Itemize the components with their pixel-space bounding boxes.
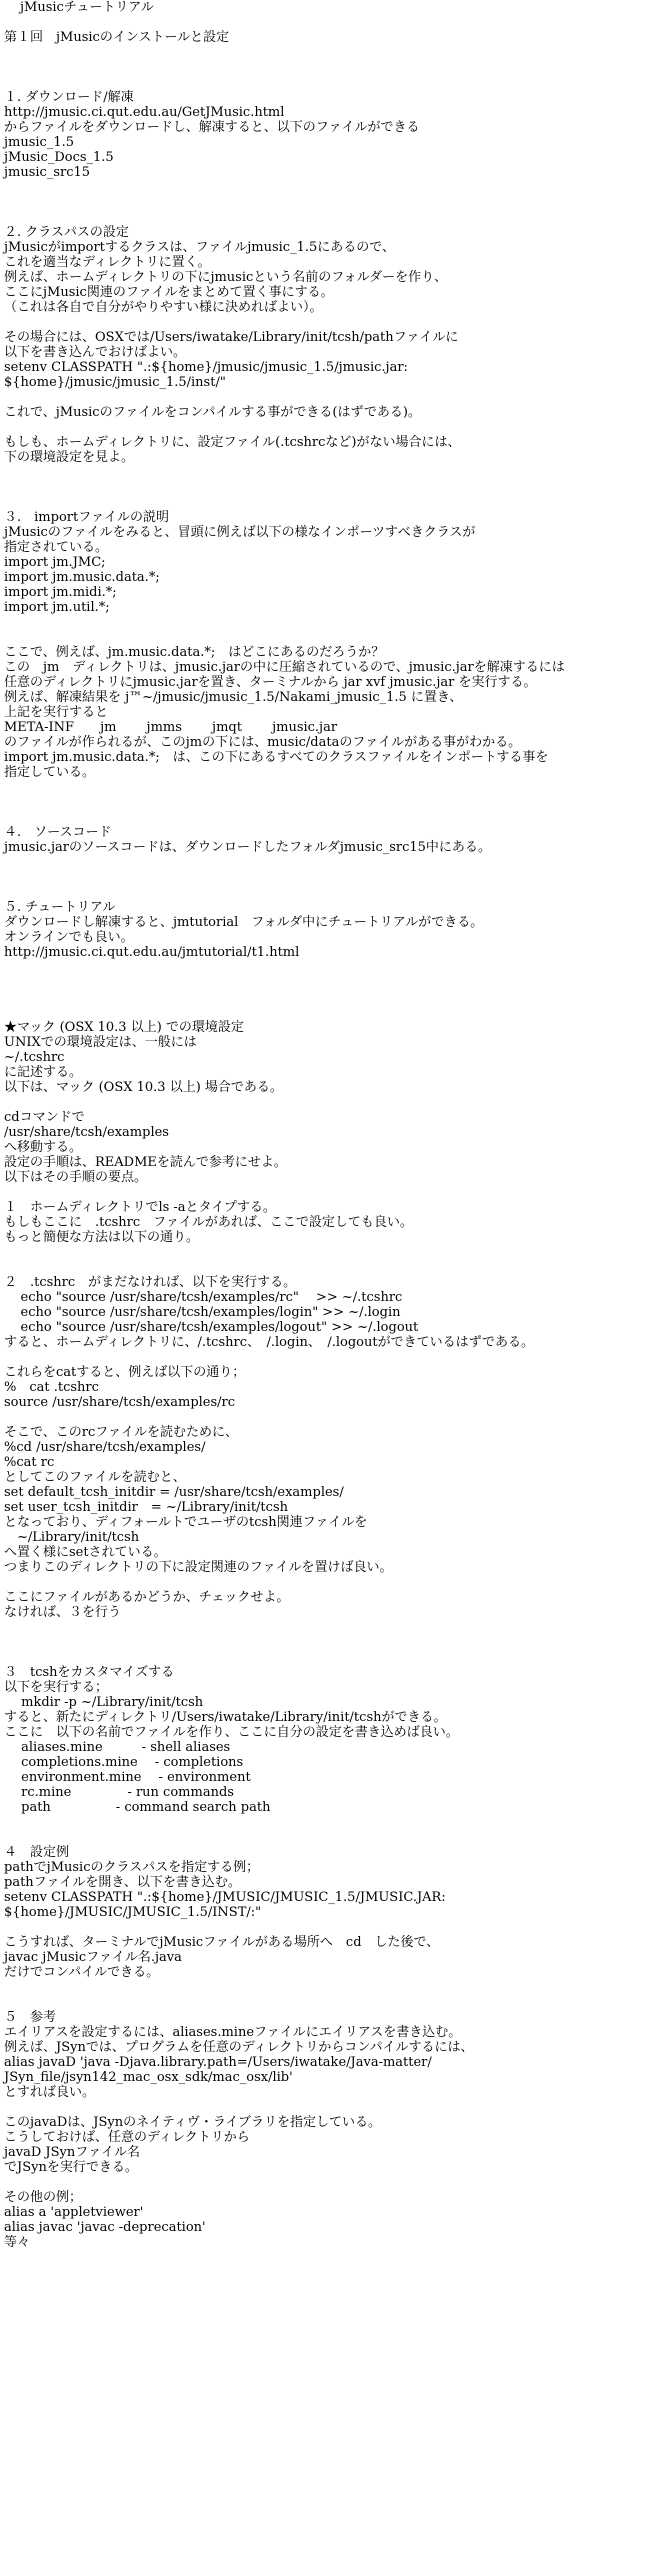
blank-line: [4, 1815, 665, 1830]
text-line: ダウンロードし解凍すると、jmtutorial フォルダ中にチュートリアルができる。: [4, 915, 484, 930]
text-line: set user_tcsh_initdir = ~/Library/init/tcsh: [4, 1500, 288, 1515]
text-line: alias javac 'javac -deprecation': [4, 2220, 206, 2235]
blank-line: [4, 1095, 665, 1110]
text-line: ここにjMusic関連のファイルをまとめて置く事にする。: [4, 285, 334, 300]
text-line: 上記を実行すると: [4, 705, 109, 720]
text-line: javac jMusicファイル名.java: [4, 1950, 182, 1965]
block-line-first: ４. ソースコード: [4, 825, 112, 840]
document-title: jMusicチュートリアル: [20, 0, 154, 15]
blank-line: [4, 780, 665, 795]
text-line: でJSynを実行できる。: [4, 2160, 138, 2175]
text-block: [4, 825, 665, 855]
block-line-first: cdコマンドで: [4, 1110, 85, 1125]
text-line: set default_tcsh_initdir = /usr/share/tcsh/examples/: [4, 1485, 344, 1500]
blank-line: [4, 1575, 665, 1590]
text-line: jmusic_src15: [4, 165, 91, 180]
blank-line: [4, 990, 665, 1005]
text-line: だけでコンパイルできる。: [4, 1965, 160, 1980]
blank-line: [4, 210, 665, 225]
text-line: へ移動する。: [4, 1140, 83, 1155]
text-line: http://jmusic.ci.qut.edu.au/GetJMusic.html: [4, 105, 285, 120]
text-line: %cd /usr/share/tcsh/examples/: [4, 1440, 206, 1455]
text-line: ~/Library/init/tcsh: [4, 1530, 140, 1545]
text-block: [4, 405, 665, 420]
text-line: jMusicのファイルをみると、冒頭に例えば以下の様なインポーツすべきクラスが: [4, 525, 476, 540]
text-line: /usr/share/tcsh/examples: [4, 1125, 169, 1140]
blank-line: [4, 1830, 665, 1845]
text-line: 指定している。: [4, 765, 96, 780]
text-block: [4, 30, 665, 45]
text-block: [4, 330, 665, 390]
text-line: 下の環境設定を見よ。: [4, 450, 135, 465]
block-line-first: これらをcatすると、例えば以下の通り；: [4, 1365, 246, 1380]
text-line: source /usr/share/tcsh/examples/rc: [4, 1395, 236, 1410]
text-block: [4, 2190, 665, 2250]
block-line-first: ３. importファイルの説明: [4, 510, 169, 525]
text-line: jMusicがimportするクラスは、ファイルjmusic_1.5にあるので、: [4, 240, 396, 255]
blank-line: [4, 420, 665, 435]
text-line: ここに 以下の名前でファイルを作り、ここに自分の設定を書き込めば良い。: [4, 1725, 459, 1740]
text-line: 以下を書き込んでおけばよい。: [4, 345, 187, 360]
block-line-first: 第１回 jMusicのインストールと設定: [4, 30, 230, 45]
blank-line: [4, 1005, 665, 1020]
blank-line: [4, 1995, 665, 2010]
text-line: となっており、ディフォールトでユーザのtcsh関連ファイルを: [4, 1515, 368, 1530]
blank-line: [4, 795, 665, 810]
blank-line: [4, 2175, 665, 2190]
text-line: もしもここに .tcshrc ファイルがあれば、ここで設定しても良い。: [4, 1215, 413, 1230]
blank-line: [4, 1635, 665, 1650]
block-line-first: もしも、ホームディレクトリに、設定ファイル(.tcshrcなど)がない場合には、: [4, 435, 461, 450]
text-block: [4, 1425, 665, 1575]
text-line: pathファイルを開き、以下を書き込む。: [4, 1875, 241, 1890]
blank-line: [4, 855, 665, 870]
text-line: import jm.JMC;: [4, 555, 106, 570]
text-line: environment.mine - environment: [4, 1770, 251, 1785]
block-line-first: こうすれば、ターミナルでjMusicファイルがある場所へ cd した後で、: [4, 1935, 440, 1950]
text-line: のファイルが作られるが、このjmの下には、music/dataのファイルがある事がわかる。: [4, 735, 522, 750]
text-line: setenv CLASSPATH ".:${home}/jmusic/jmusic_1.5/jmusic.jar:: [4, 360, 408, 375]
blank-line: [4, 15, 665, 30]
text-line: aliases.mine - shell aliases: [4, 1740, 231, 1755]
text-line: pathでjMusicのクラスパスを指定する例；: [4, 1860, 260, 1875]
text-line: オンラインでも良い。: [4, 930, 134, 945]
block-line-first: ５. チュートリアル: [4, 900, 116, 915]
text-line: とすれば良い。: [4, 2085, 96, 2100]
text-line: 以下はその手順の要点。: [4, 1170, 148, 1185]
text-line: 指定されている。: [4, 540, 109, 555]
block-line-first: そこで、このrcファイルを読むために、: [4, 1425, 238, 1440]
text-line: http://jmusic.ci.qut.edu.au/jmtutorial/t1.html: [4, 945, 300, 960]
text-line: （これは各自で自分がやりやすい様に決めればよい）。: [4, 300, 323, 315]
text-block: [4, 435, 665, 465]
block-line-first: ２. クラスパスの設定: [4, 225, 129, 240]
text-block: [4, 510, 665, 615]
text-line: echo "source /usr/share/tcsh/examples/login" >> ~/.login: [4, 1305, 401, 1320]
blank-line: [4, 1245, 665, 1260]
blank-line: [4, 870, 665, 885]
text-block: [4, 1665, 665, 1815]
text-line: としてこのファイルを読むと、: [4, 1470, 186, 1485]
blank-line: [4, 1920, 665, 1935]
block-line-first: ３ tcshをカスタマイズする: [4, 1665, 175, 1680]
text-line: import jm.util.*;: [4, 600, 110, 615]
text-line: からファイルをダウンロードし、解凍すると、以下のファイルができる: [4, 120, 420, 135]
text-block: [4, 225, 665, 315]
text-block: [4, 2115, 665, 2175]
blank-line: [4, 75, 665, 90]
text-block: [4, 1590, 665, 1620]
text-line: ${home}/JMUSIC/JMUSIC_1.5/INST/:": [4, 1905, 262, 1920]
text-line: echo "source /usr/share/tcsh/examples/rc" >> ~/.tcshrc: [4, 1290, 403, 1305]
block-line-first: １ ホームディレクトリでls -aとタイプする。: [4, 1200, 276, 1215]
blank-line: [4, 885, 665, 900]
text-block: [4, 90, 665, 180]
blank-line: [4, 2100, 665, 2115]
text-line: UNIXでの環境設定は、一般には: [4, 1035, 197, 1050]
text-line: もっと簡便な方法は以下の通り。: [4, 1230, 200, 1245]
blank-line: [4, 1410, 665, 1425]
text-line: この jm ディレクトリは、jmusic.jarの中に圧縮されているので、jmusic.jarを解凍するには: [4, 660, 565, 675]
text-line: 以下を実行する；: [4, 1680, 109, 1695]
block-line-first: ４ 設定例: [4, 1845, 70, 1860]
text-line: エイリアスを設定するには、aliases.mineファイルにエイリアスを書き込む。: [4, 2025, 462, 2040]
block-line-first: ここにファイルがあるかどうか、チェックせよ。: [4, 1590, 290, 1605]
text-line: import jm.music.data.*;: [4, 570, 160, 585]
text-line: 任意のディレクトリにjmusic.jarを置き、ターミナルから jar xvf jmusic.jar を実行する。: [4, 675, 537, 690]
text-block: [4, 1020, 665, 1095]
text-line: 等々: [4, 2235, 31, 2250]
text-line: 例えば、解凍結果を j™~/jmusic/jmusic_1.5/Nakami_jmusic_1.5 に置き、: [4, 690, 463, 705]
block-line-first: ここで、例えば、jm.music.data.*; はどこにあるのだろうか？: [4, 645, 385, 660]
blank-line: [4, 1185, 665, 1200]
block-line-first: このjavaDは、JSynのネイティヴ・ライブラリを指定している。: [4, 2115, 382, 2130]
document-sections: [4, 15, 665, 2250]
blank-line: [4, 495, 665, 510]
text-block: [4, 2010, 665, 2100]
text-line: import jm.midi.*;: [4, 585, 117, 600]
text-line: alias javaD 'java -Djava.library.path=/Users/iwatake/Java-matter/: [4, 2055, 432, 2070]
block-line-first: １. ダウンロード/解凍: [4, 90, 134, 105]
text-line: ~/.tcshrc: [4, 1050, 65, 1065]
blank-line: [4, 810, 665, 825]
text-line: % cat .tcshrc: [4, 1380, 99, 1395]
text-line: jMusic_Docs_1.5: [4, 150, 114, 165]
text-line: META-INF jm jmms jmqt jmusic.jar: [4, 720, 338, 735]
block-line-first: その他の例；: [4, 2190, 83, 2205]
blank-line: [4, 960, 665, 975]
text-block: [4, 645, 665, 780]
block-line-first: ２ .tcshrc がまだなければ、以下を実行する。: [4, 1275, 297, 1290]
blank-line: [4, 1350, 665, 1365]
blank-line: [4, 975, 665, 990]
blank-line: [4, 465, 665, 480]
text-block: [4, 1200, 665, 1245]
block-line-first: ５ 参考: [4, 2010, 57, 2025]
text-line: alias a 'appletviewer': [4, 2205, 144, 2220]
text-line: %cat rc: [4, 1455, 55, 1470]
blank-line: [4, 60, 665, 75]
text-line: import jm.music.data.*; は、この下にあるすべてのクラスファイルをインポートする事を: [4, 750, 549, 765]
blank-line: [4, 1260, 665, 1275]
text-line: ${home}/jmusic/jmusic_1.5/inst/": [4, 375, 226, 390]
blank-line: [4, 1650, 665, 1665]
text-line: javaD JSynファイル名: [4, 2145, 141, 2160]
text-line: rc.mine - run commands: [4, 1785, 234, 1800]
text-block: [4, 1365, 665, 1410]
text-line: jmusic.jarのソースコードは、ダウンロードしたフォルダjmusic_src15中にある。: [4, 840, 491, 855]
text-line: に記述する。: [4, 1065, 83, 1080]
blank-line: [4, 615, 665, 630]
text-line: すると、ホームディレクトリに、/.tcshrc、 /.login、 /.logoutができているはずである。: [4, 1335, 534, 1350]
text-line: 例えば、JSynでは、プログラムを任意のディレクトリからコンパイルするには、: [4, 2040, 474, 2055]
text-line: setenv CLASSPATH ".:${home}/JMUSIC/JMUSIC_1.5/JMUSIC.JAR:: [4, 1890, 446, 1905]
text-block: [4, 1275, 665, 1350]
blank-line: [4, 1980, 665, 1995]
text-line: つまりこのディレクトリの下に設定関連のファイルを置けば良い。: [4, 1560, 393, 1575]
text-line: これを適当なディレクトリに置く。: [4, 255, 211, 270]
text-line: 以下は、マック (OSX 10.3 以上) 場合である。: [4, 1080, 283, 1095]
blank-line: [4, 45, 665, 60]
text-block: [4, 900, 665, 960]
blank-line: [4, 480, 665, 495]
text-line: mkdir -p ~/Library/init/tcsh: [4, 1695, 204, 1710]
text-line: path - command search path: [4, 1800, 271, 1815]
text-block: [4, 1110, 665, 1185]
block-line-first: これで、jMusicのファイルをコンパイルする事ができる(はずである)。: [4, 405, 421, 420]
blank-line: [4, 1620, 665, 1635]
text-block: [4, 1845, 665, 1920]
blank-line: [4, 195, 665, 210]
text-line: completions.mine - completions: [4, 1755, 244, 1770]
text-line: こうしておけば、任意のディレクトリから: [4, 2130, 250, 2145]
text-line: 設定の手順は、READMEを読んで参考にせよ。: [4, 1155, 287, 1170]
text-line: JSyn_file/jsyn142_mac_osx_sdk/mac_osx/lib': [4, 2070, 293, 2085]
text-line: jmusic_1.5: [4, 135, 75, 150]
text-line: なければ、３を行う: [4, 1605, 122, 1620]
text-line: echo "source /usr/share/tcsh/examples/logout" >> ~/.logout: [4, 1320, 419, 1335]
text-line: 例えば、ホームディレクトリの下にjmusicという名前のフォルダーを作り、: [4, 270, 448, 285]
blank-line: [4, 390, 665, 405]
blank-line: [4, 315, 665, 330]
text-line: すると、新たにディレクトリ/Users/iwatake/Library/init/tcshができる。: [4, 1710, 447, 1725]
block-line-first: ★マック (OSX 10.3 以上) での環境設定: [4, 1020, 244, 1035]
text-line: へ置く様にsetされている。: [4, 1545, 167, 1560]
blank-line: [4, 630, 665, 645]
blank-line: [4, 180, 665, 195]
text-block: [4, 1935, 665, 1980]
block-line-first: その場合には、OSXでは/Users/iwatake/Library/init/tcsh/pathファイルに: [4, 330, 459, 345]
